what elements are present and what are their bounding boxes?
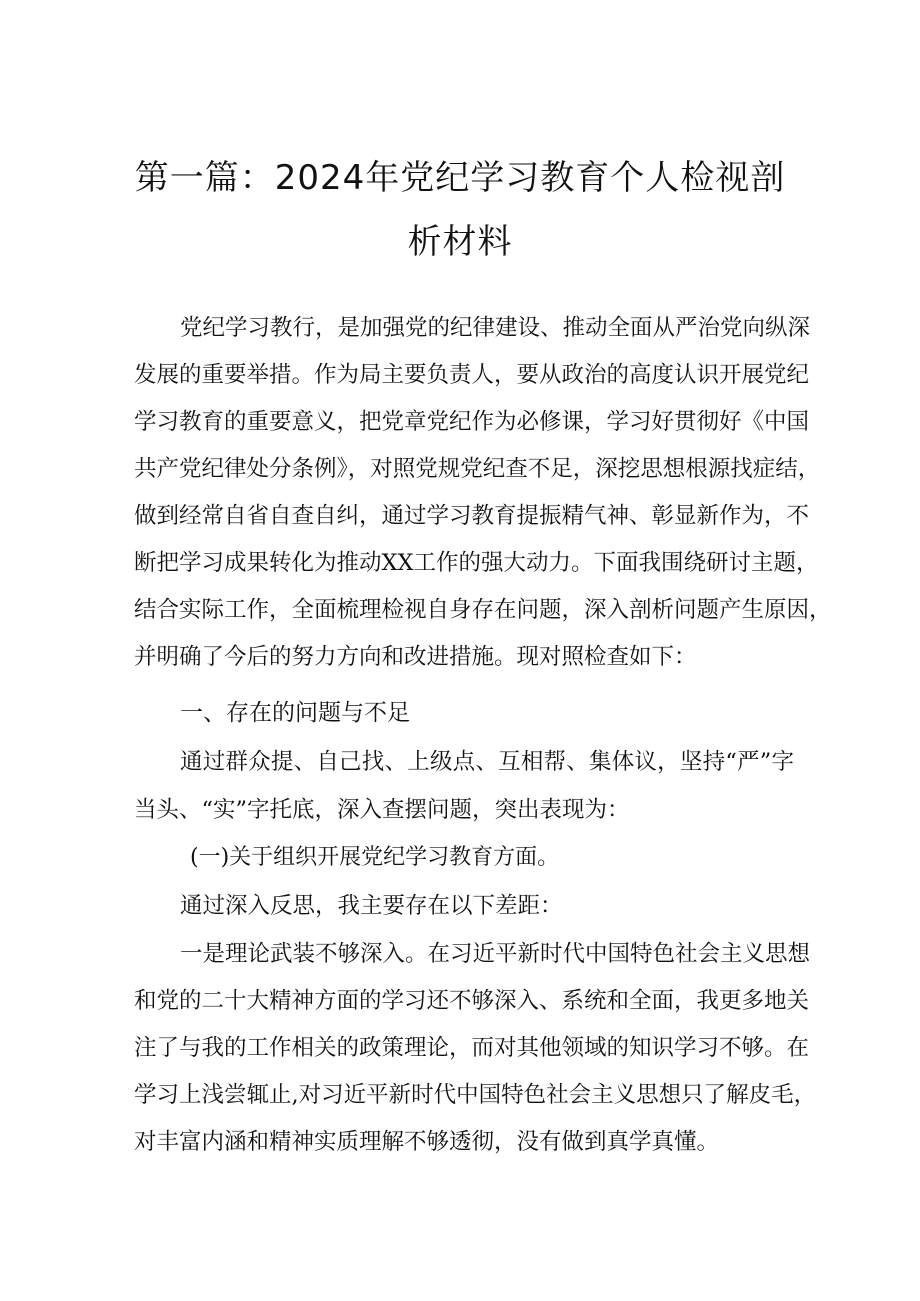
subsection-heading: (一)关于组织开展党纪学习教育方面。 <box>190 845 560 870</box>
paragraph-line: 共产党纪律处分条例》，对照党规党纪查不足，深挖思想根源找症结， <box>134 456 821 482</box>
paragraph-line: 注了与我的工作相关的政策理论，而对其他领域的知识学习不够。在 <box>134 1035 810 1061</box>
paragraph-line: 学习上浅尝辄止,对习近平新时代中国特色社会主义思想只了解皮毛， <box>134 1082 817 1108</box>
section-heading: 一、存在的问题与不足 <box>180 700 410 726</box>
paragraph-line: 结合实际工作，全面梳理检视自身存在问题，深入剖析问题产生原因， <box>134 597 832 623</box>
document-title-line-1: 第一篇：2024年党纪学习教育个人检视剖 <box>134 158 786 198</box>
document-title-line-2: 析材料 <box>407 222 513 262</box>
paragraph-line: 做到经常自省自查自纠，通过学习教育提振精气神、彰显新作为，不 <box>134 503 810 529</box>
paragraph-line: 通过深入反思，我主要存在以下差距： <box>180 893 563 919</box>
paragraph-line: 通过群众提、自己找、上级点、互相帮、集体议，坚持“严”字 <box>180 749 794 775</box>
paragraph-line: 断把学习成果转化为推动XX工作的强大动力。下面我围绕研讨主题， <box>134 550 819 576</box>
paragraph-line: 发展的重要举措。作为局主要负责人，要从政治的高度认识开展党纪 <box>134 362 810 388</box>
paragraph-line: 党纪学习教行，是加强党的纪律建设、推动全面从严治党向纵深 <box>180 315 811 341</box>
paragraph-line: 一是理论武装不够深入。在习近平新时代中国特色社会主义思想 <box>180 941 811 967</box>
paragraph-line: 并明确了今后的努力方向和改进措施。现对照检查如下： <box>134 644 697 670</box>
paragraph-line: 当头、“实”字托底，深入查摆问题，突出表现为： <box>134 797 630 823</box>
paragraph-line: 对丰富内涵和精神实质理解不够透彻，没有做到真学真懂。 <box>134 1129 720 1155</box>
paragraph-line: 和党的二十大精神方面的学习还不够深入、系统和全面，我更多地关 <box>134 988 810 1014</box>
paragraph-line: 学习教育的重要意义，把党章党纪作为必修课，学习好贯彻好《中国 <box>134 409 810 435</box>
